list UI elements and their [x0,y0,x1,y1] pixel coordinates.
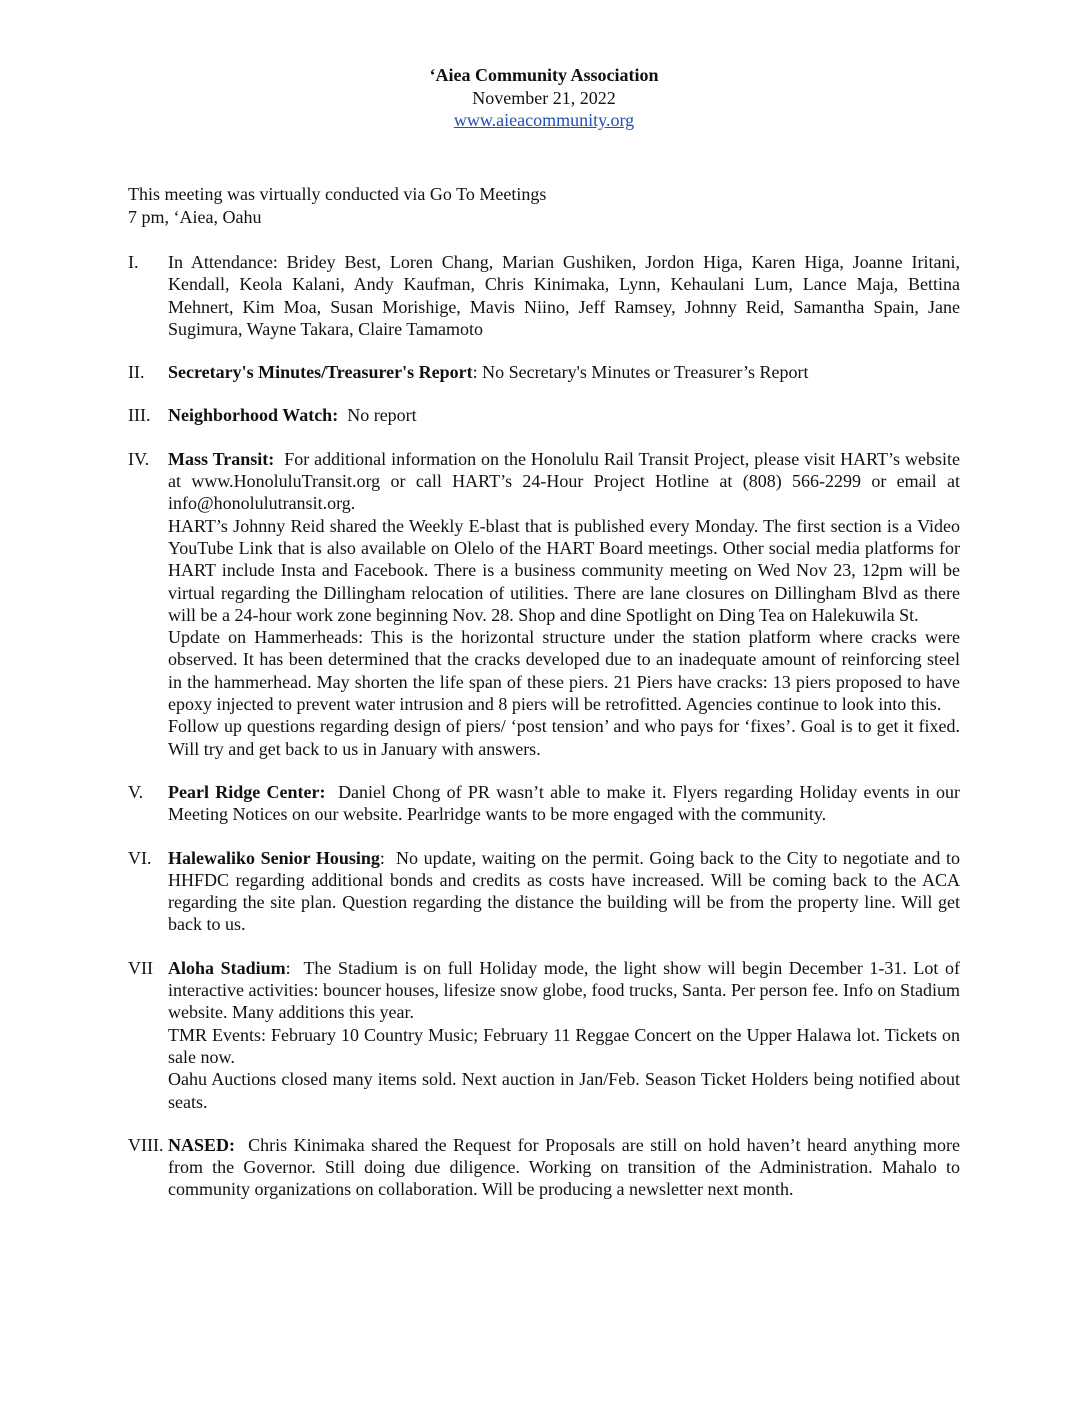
heading-separator: : [285,957,304,978]
agenda-item [128,404,960,426]
agenda-item-number: VII [128,957,153,978]
agenda-item-text: TMR Events: February 10 Country Music; February 11 Reggae Concert on the Upper Halawa lot. Tickets on sale now. [168,1024,960,1067]
agenda-item [128,251,960,340]
agenda-item [128,781,960,826]
agenda-item-heading: Halewaliko Senior Housing [168,847,380,868]
agenda-item-text: Daniel Chong of PR wasn’t able to make it. Flyers regarding Holiday events in our Meeting Notices on our website. Pearlridge wants to be more engaged with the community. [168,781,960,825]
agenda-item-text: No Secretary's Minutes or Treasurer’s Report [482,362,809,383]
agenda-item-text: Chris Kinimaka shared the Request for Proposals are still on hold haven’t heard anything more from the Governor. Still doing due diligence. Working on transition of the Administration. Mahalo to community organizations on collaboration. Will be producing a newsletter next month. [168,1134,960,1200]
agenda-item-paragraph [168,361,960,383]
agenda-item-text: In Attendance: Bridey Best, Loren Chang, Marian Gushiken, Jordon Higa, Karen Higa, Joanne Iritani, Kendall, Keola Kalani, Andy Kaufman, Chris Kinimaka, Lynn, Kehaulani Lum, Lance Maja, Bettina Mehnert, Kim Moa, Susan Morishige, Mavis Niino, Jeff Ramsey, Johnny Reid, Samantha Spain, Jane Sugimura, Wayne Takara, Claire Tamamoto [168,252,960,339]
agenda-item-paragraph [168,404,960,426]
meeting-time-location: 7 pm, ‘Aiea, Oahu [128,206,262,227]
agenda-item-heading: Pearl Ridge Center: [168,781,326,802]
agenda-item-paragraph [168,847,960,936]
agenda-item [128,361,960,383]
agenda-item-number: VI. [128,847,152,868]
agenda-item [128,448,960,760]
agenda-item-text: Update on Hammerheads: This is the horizontal structure under the station platform where cracks were observed. It has been determined that the cracks developed due to an inadequate amount of reinforcing steel in the hammerhead. May shorten the life span of these piers. 21 Piers have cracks: 13 piers proposed to have epoxy injected to prevent water intrusion and 8 piers will be retrofitted. Agencies continue to look into this. [168,627,960,715]
agenda-item-paragraph [168,626,960,715]
agenda-item-paragraph [168,1024,960,1069]
website-link[interactable]: www.aieacommunity.org [453,110,635,130]
agenda-item-text: Oahu Auctions closed many items sold. Next auction in Jan/Feb. Season Ticket Holders being notified about seats. [168,1069,960,1112]
agenda-item-heading: NASED: [168,1134,236,1155]
agenda-item-paragraph [168,957,960,1024]
agenda-item-heading: Aloha Stadium [168,957,286,978]
heading-separator [235,1135,248,1155]
agenda-item-heading: Neighborhood Watch: [168,405,339,426]
agenda-item-text: HART’s Johnny Reid shared the Weekly E-blast that is published every Monday. The first section is a Video YouTube Link that is also available on Olelo of the HART Board meetings. Other social media platforms for HART include Insta and Facebook. There is a business community meeting on Wed Nov 23, 12pm will be virtual regarding the Dillingham relocation of utilities. There are lane closures on Dillingham Blvd as there will be a 24-hour work zone beginning Nov. 28. Shop and dine Spotlight on Ding Tea on Halekuwila St. [168,515,960,625]
agenda-item-paragraph [168,448,960,515]
agenda-item-text: For additional information on the Honolulu Rail Transit Project, please visit HART’s website at www.HonoluluTransit.org or call HART’s 24-Hour Project Hotline at (808) 566-2299 or email at info@honolulutransit.org. [168,448,960,514]
agenda-item-text: No report [347,405,417,426]
agenda-list [128,251,960,1222]
meeting-intro [128,183,960,228]
heading-separator [326,782,339,802]
meeting-date: November 21, 2022 [472,87,616,108]
agenda-item-number: VIII. [128,1134,164,1155]
agenda-item-heading: Mass Transit: [168,448,275,469]
agenda-item-paragraph [168,715,960,760]
heading-separator [274,449,284,469]
agenda-item [128,847,960,936]
heading-separator: : [379,847,397,868]
agenda-item-heading: Secretary's Minutes/Treasurer's Report [168,362,473,383]
agenda-item-text: Follow up questions regarding design of piers/ ‘post tension’ and who pays for ‘fixes’. Goal is to get it fixed. Will try and get back to us in January with answers. [168,716,960,759]
meeting-format: This meeting was virtually conducted via Go To Meetings [128,184,547,204]
agenda-item-text: No update, waiting on the permit. Going back to the City to negotiate and to HHFDC regarding additional bonds and credits as costs have increased. Will be coming back to the ACA regarding the site plan. Question regarding the distance the building will be from the property line. Will get back to us. [168,847,960,935]
document-header [0,64,1088,132]
agenda-item-text: The Stadium is on full Holiday mode, the light show will begin December 1-31. Lot of interactive activities: bouncer houses, lifesize snow globe, food trucks, Santa. Per person fee. Info on Stadium website. Many additions this year. [168,957,960,1023]
agenda-item-number: I. [128,252,139,272]
organization-title: ‘Aiea Community Association [429,65,659,85]
agenda-item-number: IV. [128,448,150,469]
agenda-item-paragraph [168,781,960,826]
agenda-item-number: II. [128,362,145,383]
agenda-item [128,957,960,1113]
agenda-item-paragraph [168,1134,960,1201]
agenda-item-paragraph [168,251,960,340]
agenda-item-number: III. [128,405,151,426]
agenda-item-paragraph [168,1068,960,1113]
agenda-item-number: V. [128,781,144,802]
heading-separator: : [472,362,483,383]
agenda-item-paragraph [168,515,960,626]
agenda-item [128,1134,960,1201]
heading-separator [338,405,347,425]
